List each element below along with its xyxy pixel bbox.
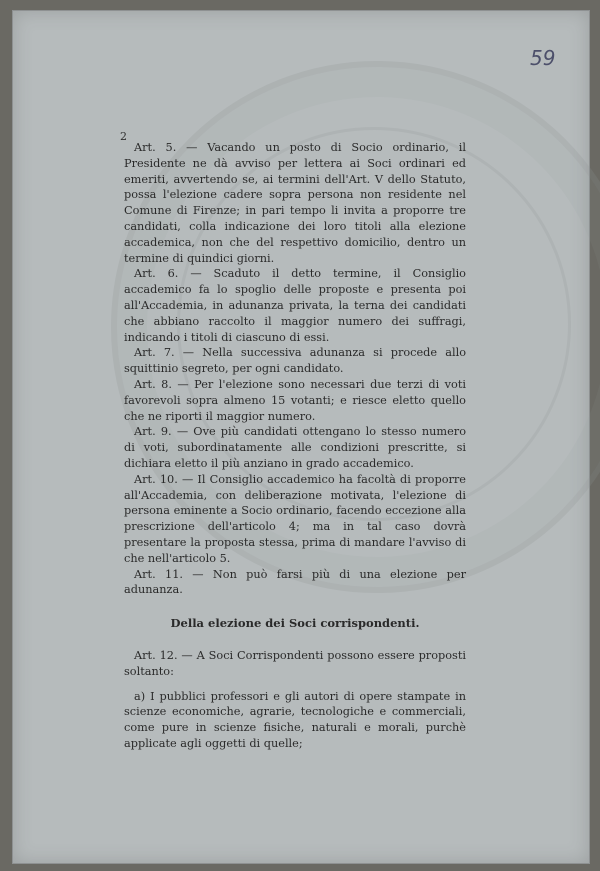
- article-6: Art. 6. — Scaduto il detto termine, il Consiglio accademico fa lo spoglio delle proposte e presenta poi all'Accademia, in adunanza privata, la terna dei candidati che abbiano raccolto il maggior numero dei suffragi, indicando i titoli di ciascuno di essi.: [124, 267, 466, 344]
- article-11: Art. 11. — Non può farsi più di una elezione per adunanza.: [124, 567, 466, 597]
- article-7: Art. 7. — Nella successiva adunanza si procede allo squittinio segreto, per ogni candidato.: [124, 346, 466, 376]
- handwritten-folio-number: 59: [530, 46, 556, 70]
- section-heading: Della elezione dei Soci corrispondenti.: [170, 616, 420, 631]
- article-10: Art. 10. — Il Consiglio accademico ha facoltà di proporre all'Accademia, con deliberazione motivata, l'elezione di persona eminente a Socio ordinario, facendo eccezione alla prescrizione dell'articolo 4; ma in tal caso dovrà presentare la proposta stessa, prima di mandare l'avviso di che nell'articolo 5.: [124, 472, 466, 565]
- article-5: Art. 5. — Vacando un posto di Socio ordinario, il Presidente ne dà avviso per lettera ai Soci ordinari ed emeriti, avvertendo se, ai termini dell'Art. V dello Statuto, possa l'elezione cadere sopra persona non residente nel Comune di Firenze; in pari tempo li invita a proporre tre candidati, colla indicazione dei loro titoli alla elezione accademica, non che del respettivo domicilio, dentro un termine di quindici giorni.: [124, 141, 466, 265]
- article-9: Art. 9. — Ove più candidati ottengano lo stesso numero di voti, subordinatamente alle condizioni prescritte, si dichiara eletto il più anziano in grado accademico.: [124, 425, 466, 470]
- article-12-item-a: a) I pubblici professori e gli autori di opere stampate in scienze economiche, agrarie, tecnologiche e commerciali, come pure in scienze fisiche, naturali e morali, purchè applicate agli oggetti di quelle;: [124, 689, 466, 750]
- page-number: 2: [120, 130, 127, 143]
- article-8: Art. 8. — Per l'elezione sono necessari due terzi di voti favorevoli sopra almeno 15 votanti; e riesce eletto quello che ne riporti il maggior numero.: [124, 377, 466, 423]
- document-body: [124, 140, 466, 752]
- article-12: Art. 12. — A Soci Corrispondenti possono essere proposti soltanto:: [124, 648, 466, 678]
- paragraph-gap: [124, 680, 466, 689]
